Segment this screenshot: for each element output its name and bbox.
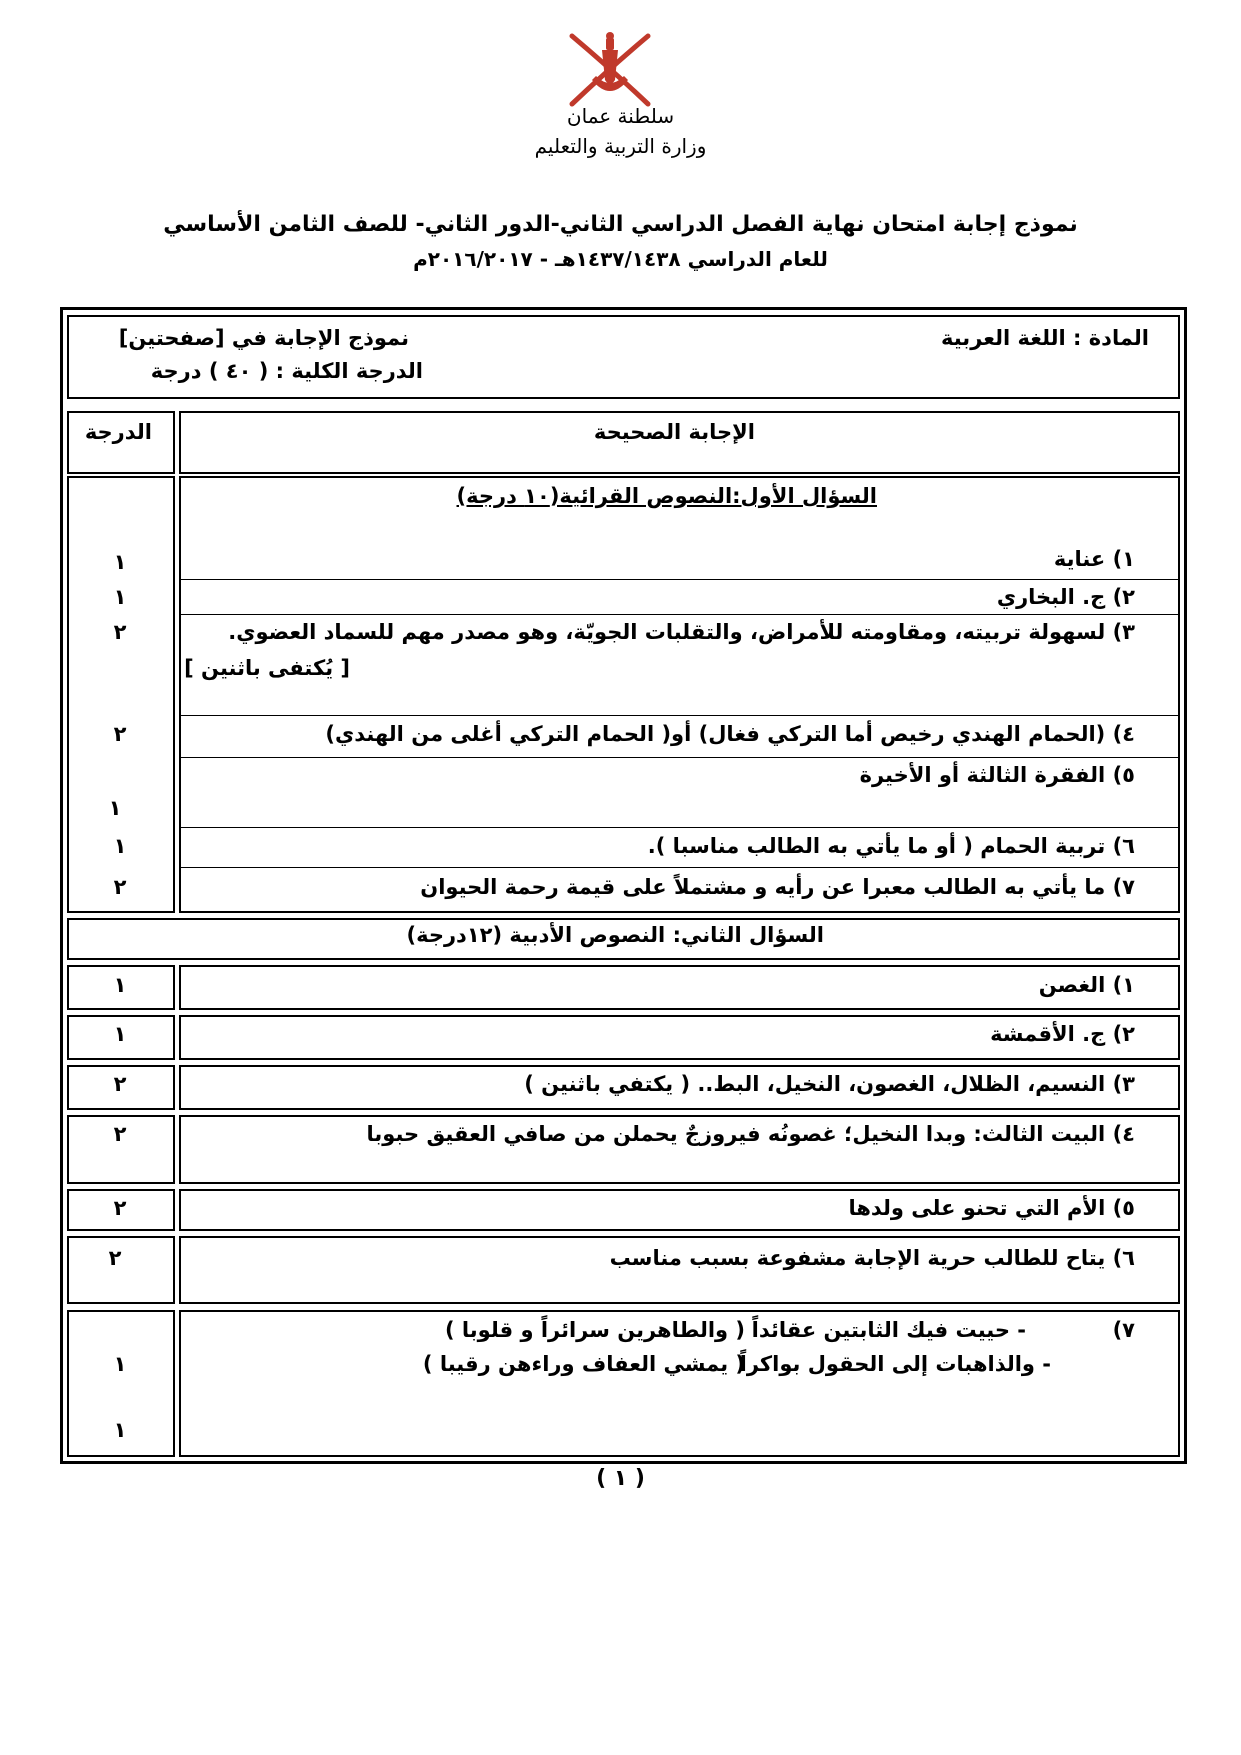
s1-grade-5: ١ (108, 796, 122, 820)
page-number: ( ١ ) (596, 1466, 645, 1491)
s2-answer-2: ٢) ج. الأقمشة (990, 1022, 1135, 1046)
s2-grade-5: ٢ (113, 1196, 127, 1220)
s2-q7-line2-verse: - والذاهبات إلى الحقول بواكراً (739, 1352, 1051, 1376)
s2-answer-3: ٣) النسيم، الظلال، الغصون، النخيل، البط.. ( يكتفي باثنين ) (524, 1072, 1135, 1096)
s2-q7-line1-answer: ( والطاهرين سرائراً و قلوبا ) (444, 1318, 745, 1342)
s2-answer-1: ١) الغصن (1038, 973, 1135, 997)
country-name: سلطنة عمان (566, 104, 675, 128)
s2-grade-6: ٢ (108, 1246, 122, 1270)
s1-grade-1: ١ (113, 550, 127, 574)
s2-grade-3: ٢ (113, 1072, 127, 1096)
exam-title: نموذج إجابة امتحان نهاية الفصل الدراسي الثاني-الدور الثاني- للصف الثامن الأساسي (163, 212, 1078, 237)
s1-answer-5: ٥) الفقرة الثالثة أو الأخيرة (859, 763, 1135, 787)
s2-q7-grade-1: ١ (113, 1352, 127, 1376)
s2-row-1-answer-cell (179, 965, 1180, 1010)
s2-q7-line2-answer: ( يمشي العفاف وراءهن رقيبا ) (422, 1352, 745, 1376)
s1-answer-7: ٧) ما يأتي به الطالب معبرا عن رأيه و مشتملاً على قيمة رحمة الحيوان (420, 875, 1135, 899)
s1-answer-3: ٣) لسهولة تربيته، ومقاومته للأمراض، والتقلبات الجويّة، وهو مصدر مهم للسماد العضوي. (228, 620, 1135, 644)
s1-grade-4: ٢ (113, 722, 127, 746)
s2-grade-2: ١ (113, 1022, 127, 1046)
section1-title: السؤال الأول:النصوص القرائية(١٠ درجة) (456, 484, 877, 508)
s1-grade-2: ١ (113, 585, 127, 609)
s1-grade-7: ٢ (113, 875, 127, 899)
s2-q7-number: ٧) (1112, 1318, 1135, 1342)
subject-label: المادة : اللغة العربية (941, 326, 1149, 350)
model-pages-label: نموذج الإجابة في [صفحتين] (118, 326, 409, 350)
oman-emblem-icon (562, 28, 658, 114)
header-answer: الإجابة الصحيحة (593, 420, 755, 444)
s2-answer-4: ٤) البيت الثالث: وبدا النخيل؛ غصونُه فيروزجٌ يحملن من صافي العقيق حبوبا (366, 1122, 1135, 1146)
s1-answer-1: ١) عناية (1053, 547, 1135, 571)
s2-grade-4: ٢ (113, 1122, 127, 1146)
s1-answer-2: ٢) ج. البخاري (996, 585, 1135, 609)
s1-answer-3-note: [ يُكتفى باثنين ] (184, 656, 350, 680)
s1-answer-6: ٦) تربية الحمام ( أو ما يأتي به الطالب مناسبا ). (647, 834, 1135, 858)
header-grade: الدرجة (84, 420, 152, 444)
s2-answer-6: ٦) يتاح للطالب حرية الإجابة مشفوعة بسبب مناسب (609, 1246, 1135, 1270)
exam-year: للعام الدراسي ١٤٣٧/١٤٣٨هـ - ٢٠١٦/٢٠١٧م (413, 247, 828, 271)
s2-q7-grade-2: ١ (113, 1418, 127, 1442)
s1-answer-4: ٤) (الحمام الهندي رخيص أما التركي فغال) أو( الحمام التركي أغلى من الهندي) (325, 722, 1135, 746)
s2-q7-line1-verse: - حييت فيك الثابتين عقائداً (751, 1318, 1026, 1342)
s2-answer-5: ٥) الأم التي تحنو على ولدها (848, 1196, 1135, 1220)
s1-grade-6: ١ (113, 834, 127, 858)
ministry-name: وزارة التربية والتعليم (534, 134, 707, 158)
s1-grade-3: ٢ (113, 620, 127, 644)
section2-title: السؤال الثاني: النصوص الأدبية (١٢درجة) (406, 923, 824, 947)
total-grade-label: الدرجة الكلية : ( ٤٠ ) درجة (150, 359, 423, 383)
s2-grade-1: ١ (113, 973, 127, 997)
